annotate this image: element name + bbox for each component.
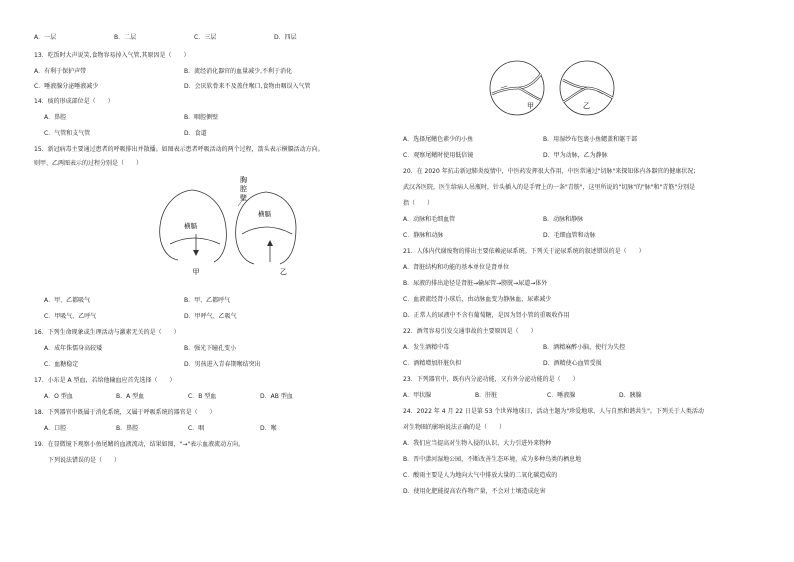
q20-stem-line2: 武汉各医院，医生给病人吊瓶时，针头插入的是手臂上的一条"青筋"，这里所说的"切脉"的"脉"和"青筋"分别是 xyxy=(403,184,696,191)
q19-stem-line2: 下列说法错误的是（ ） xyxy=(48,457,121,464)
q18-option-a[interactable]: A．口腔 xyxy=(44,425,67,432)
q22-option-b[interactable]: B．酒精麻醉小脑，使行为失控 xyxy=(543,344,626,351)
q17-option-a[interactable]: A．O 型血 xyxy=(44,393,73,400)
q18-stem: 18．下列器官中既属于消化系统，又属于呼吸系统的器官是（ ） xyxy=(34,409,216,416)
q23-option-d[interactable]: D．胰腺 xyxy=(619,392,642,399)
fig15-right-diaphragm xyxy=(242,227,292,234)
q24-option-a[interactable]: A．我们应当提高对生物入侵的认识，大力引进外来物种 xyxy=(403,440,552,447)
q19-stem-line1: 19．在显微镜下观察小鱼尾鳍的血液流动，结果如图，"→"表示血液流动方向。 xyxy=(34,441,245,448)
q15-option-a[interactable]: A．甲、乙都吸气 xyxy=(44,297,91,304)
q13-option-d[interactable]: D．会厌软骨来不及盖住喉口,食物由咽误入气管 xyxy=(184,83,311,90)
q15-stem-line2: 则甲、乙两图表示的过程分别是（ ） xyxy=(34,160,143,167)
q16-option-a[interactable]: A．成年侏儒身高较矮 xyxy=(44,345,103,352)
q15-option-d[interactable]: D．甲呼气、乙吸气 xyxy=(184,313,237,320)
q23-option-c[interactable]: C．唾液腺 xyxy=(547,392,576,399)
q12-option-b[interactable]: B．二层 xyxy=(114,34,137,41)
fig15-diaphragm-left-label: 横膈 xyxy=(184,222,197,230)
fig15-chest-char-1: 胸 xyxy=(240,176,247,184)
q13-option-b[interactable]: B．流经消化器官的血量减少,不利于消化 xyxy=(184,68,293,75)
q20-stem-line1: 20．在 2020 年抗击新冠肺炎疫情中，中医药发挥很大作用，中医常通过"切脉"来探知体内各器官的健康状况； xyxy=(403,168,700,175)
fig19-vessel-yi-main xyxy=(563,80,613,98)
q19-option-a[interactable]: A．选择尾鳍色素少的小鱼 xyxy=(403,136,474,143)
q15-option-c[interactable]: C．甲吸气、乙呼气 xyxy=(44,313,97,320)
fig15-label-yi: 乙 xyxy=(280,268,287,276)
q20-option-a[interactable]: A．动脉和毛细血管 xyxy=(403,216,456,223)
q18-option-d[interactable]: D．喉 xyxy=(260,425,277,432)
q24-option-c[interactable]: C．酸雨主要是人为地向大气中排放大量的二氧化碳造成的 xyxy=(403,472,558,479)
fig19-label-yi: 乙 xyxy=(583,102,590,110)
q17-option-b[interactable]: B．A 型血 xyxy=(116,393,145,400)
fig19-label-jia: 甲 xyxy=(527,102,534,110)
q22-stem: 22．酒驾容易引发交通事故的主要原因是（ ） xyxy=(403,328,537,335)
q12-option-a[interactable]: A．一层 xyxy=(34,34,57,41)
q19-option-d[interactable]: D．甲为动脉，乙为静脉 xyxy=(543,152,608,159)
q24-stem-line1: 24．2022 年 4 月 22 日是第 53 个世界地球日，活动主题为"珍爱地球，人与自然和谐共生"。下列关于人类活动 xyxy=(403,408,704,415)
fig15-diaphragm-right-label: 横膈 xyxy=(258,210,271,218)
q20-option-b[interactable]: B．动脉和静脉 xyxy=(543,216,584,223)
fig19-vessel-jia-branch-lumen xyxy=(519,88,541,100)
q16-stem: 16．下列生命现象或生理活动与激素无关的是（ ） xyxy=(34,329,180,336)
q17-option-d[interactable]: D．AB 型血 xyxy=(260,393,293,400)
q19-option-c[interactable]: C．观察尾鳍时使用低倍镜 xyxy=(403,152,474,159)
q14-option-a[interactable]: A．鼻腔 xyxy=(44,114,67,121)
q21-option-a[interactable]: A．肾脏结构和功能的基本单位是肾单位 xyxy=(403,264,510,271)
q20-option-d[interactable]: D．毛细血管和动脉 xyxy=(543,232,596,239)
fig15-chest-char-3: 壁 xyxy=(240,194,247,202)
q19-option-b[interactable]: B．用湿纱布包裹小鱼鳃盖和躯干部 xyxy=(543,136,638,143)
q14-option-c[interactable]: C．气管和支气管 xyxy=(44,130,91,137)
q24-option-b[interactable]: B．晋中潇河湿地公园，不断改善生态环境，成为多种鸟类的栖息地 xyxy=(403,456,582,463)
q13-stem: 13．吃饭时大声说笑,食物容易掉入气管,其原因是（ ） xyxy=(34,52,190,59)
breathing-diagram xyxy=(144,170,304,282)
q15-option-b[interactable]: B．甲、乙都呼气 xyxy=(184,297,231,304)
q14-option-b[interactable]: B．咽腔侧壁 xyxy=(184,114,219,121)
q23-stem: 23．下列器官中，既有内分泌功能，又有外分泌功能的是（ ） xyxy=(403,376,579,383)
q18-option-c[interactable]: C．咽 xyxy=(188,425,205,432)
fig15-left-diaphragm xyxy=(170,238,220,244)
q13-option-c[interactable]: C．唾液腺分泌唾液减少 xyxy=(34,83,99,90)
q16-option-b[interactable]: B．强光下瞳孔变小 xyxy=(184,345,237,352)
fig15-arrow-up-head xyxy=(267,240,273,246)
q20-option-c[interactable]: C．静脉和动脉 xyxy=(403,232,444,239)
q23-option-a[interactable]: A．甲状腺 xyxy=(403,392,432,399)
q21-option-c[interactable]: C．血液流经肾小球后，由动脉血变为静脉血，尿素减少 xyxy=(403,296,552,303)
q22-option-a[interactable]: A．发生酒精中毒 xyxy=(403,344,450,351)
q21-option-b[interactable]: B．尿液的排出途径是肾脏→输尿管→膀胱→尿道→体外 xyxy=(403,280,548,287)
fig15-label-jia: 甲 xyxy=(192,268,200,276)
q17-stem: 17．小东是 A 型血，若给他输血应首先选择（ ） xyxy=(34,377,176,384)
q16-option-c[interactable]: C．血糖稳定 xyxy=(44,361,79,368)
fig15-chest-char-2: 腔 xyxy=(240,185,247,193)
q18-option-b[interactable]: B．鼻腔 xyxy=(116,425,139,432)
q15-stem-line1: 15．新冠病毒主要通过患者的呼吸排出并散播。如图表示患者呼吸活动的两个过程，箭头表示横膈活动方向。 xyxy=(34,146,324,153)
q23-option-b[interactable]: B．肝脏 xyxy=(475,392,498,399)
q24-stem-line2: 对生物圈的影响说法正确的是（ ） xyxy=(403,424,506,431)
blood-flow-diagram xyxy=(487,58,619,122)
fig15-right-chest-outline xyxy=(266,192,296,264)
q12-option-c[interactable]: C．三层 xyxy=(194,34,217,41)
q14-stem: 14．痰的形成部位是（ ） xyxy=(34,98,114,105)
q24-option-d[interactable]: D．使用化肥能提高农作物产量，不会对土壤造成危害 xyxy=(403,488,546,495)
q17-option-c[interactable]: C．B 型血 xyxy=(188,393,217,400)
q16-option-d[interactable]: D．男孩进入青春期喉结突出 xyxy=(184,361,261,368)
q21-option-d[interactable]: D．正常人的尿液中不含有葡萄糖，是因为肾小管的重吸收作用 xyxy=(403,312,570,319)
fig19-vessel-jia-lumen xyxy=(492,74,541,94)
q21-stem: 21．人体内代谢废物的排出主要依赖泌尿系统。下列关于泌尿系统的叙述错误的是（ ） xyxy=(403,248,645,255)
q20-stem-line3: 指（ ） xyxy=(403,200,434,207)
q13-option-a[interactable]: A．有利于保护声带 xyxy=(34,68,87,75)
q14-option-d[interactable]: D．食道 xyxy=(184,130,207,137)
fig15-arrow-down-head xyxy=(193,250,199,256)
fig19-flow-arrow-jia xyxy=(501,86,507,88)
q12-option-d[interactable]: D．四层 xyxy=(274,34,297,41)
q22-option-c[interactable]: C．酒精增加肝脏负担 xyxy=(403,360,462,367)
q22-option-d[interactable]: D．酒精使心血管受损 xyxy=(543,360,602,367)
